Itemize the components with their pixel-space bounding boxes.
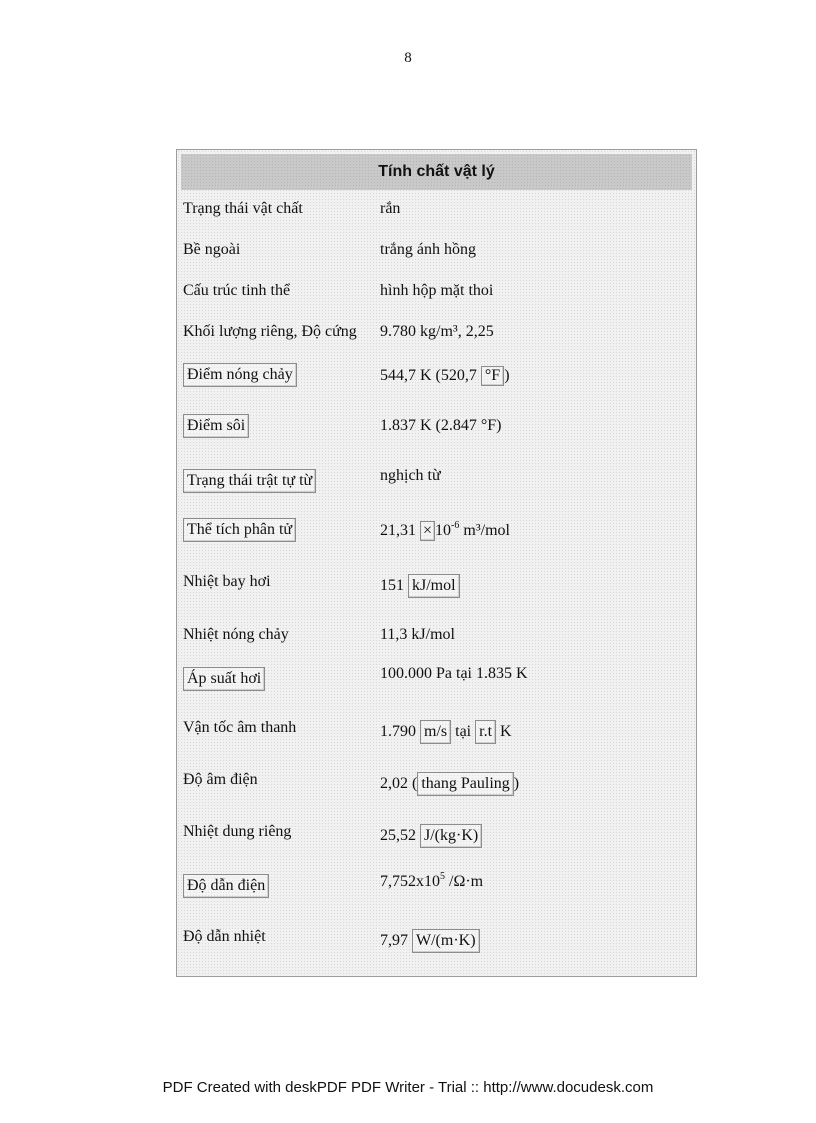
boiling-point-link[interactable]: Điểm sôi	[183, 414, 249, 438]
row-value	[380, 870, 483, 894]
table-row	[177, 363, 698, 397]
m-s-link[interactable]: m/s	[420, 720, 451, 744]
molar-volume-link[interactable]: Thể tích phân tử	[183, 518, 296, 542]
table-row	[177, 925, 698, 959]
row-value: 9.780 kg/m³, 2,25	[380, 323, 494, 340]
value-text: 7,752x10	[380, 873, 440, 890]
fahrenheit-link[interactable]: °F	[481, 366, 504, 386]
room-temperature-link[interactable]: r.t	[475, 720, 496, 744]
value-text: 21,31	[380, 522, 420, 539]
value-text: 1.790	[380, 723, 420, 740]
row-value	[380, 717, 512, 747]
row-value: 1.837 K (2.847 °F)	[380, 417, 502, 434]
value-text: 10	[435, 522, 452, 539]
table-row	[177, 320, 698, 354]
magnetic-ordering-link[interactable]: Trạng thái trật tự từ	[183, 469, 316, 493]
table-row	[177, 197, 698, 231]
row-value: 11,3 kJ/mol	[380, 626, 455, 643]
pauling-scale-link[interactable]: thang Pauling	[417, 772, 513, 796]
table-title: Tính chất vật lý	[181, 154, 692, 190]
table-row	[177, 570, 698, 604]
table-row	[177, 716, 698, 750]
exponent: 5	[440, 871, 445, 882]
row-label: Độ âm điện	[183, 771, 258, 788]
row-value	[380, 769, 519, 799]
row-label: Bề ngoài	[183, 241, 241, 258]
table-row	[177, 820, 698, 854]
exponent: -6	[451, 520, 460, 531]
row-label: Nhiệt nóng chảy	[183, 626, 289, 643]
table-row	[177, 414, 698, 448]
value-text: )	[513, 775, 520, 792]
row-label: Nhiệt dung riêng	[183, 823, 292, 840]
table-row	[177, 623, 698, 657]
specific-heat-unit-link[interactable]: J/(kg·K)	[420, 824, 482, 848]
row-label: Cấu trúc tinh thể	[183, 282, 291, 299]
value-text: )	[504, 367, 510, 384]
row-label: Khối lượng riêng, Độ cứng	[183, 323, 357, 340]
page-number: 8	[404, 50, 412, 66]
table-row	[177, 467, 698, 501]
table-row	[177, 238, 698, 272]
electrical-conductivity-link[interactable]: Độ dẫn điện	[183, 874, 269, 898]
row-label: Nhiệt bay hơi	[183, 573, 271, 590]
row-value: trắng ánh hồng	[380, 241, 476, 258]
table-row	[177, 518, 698, 552]
row-value: 100.000 Pa tại 1.835 K	[380, 665, 528, 682]
table-row	[177, 665, 698, 699]
value-text: /Ω·m	[445, 873, 484, 890]
row-value	[380, 363, 510, 389]
value-text: 151	[380, 577, 408, 594]
row-value: nghịch từ	[380, 467, 441, 484]
table-row	[177, 279, 698, 313]
pdf-creator-footer: PDF Created with deskPDF PDF Writer - Trial :: http://www.docudesk.com	[162, 1079, 654, 1096]
row-label: Độ dẫn nhiệt	[183, 928, 266, 945]
value-text: 2,02 (	[380, 775, 418, 792]
thermal-conductivity-unit-link[interactable]: W/(m·K)	[412, 929, 480, 953]
row-value	[380, 821, 482, 851]
value-text: tại	[451, 723, 476, 740]
value-text: 25,52	[380, 827, 420, 844]
row-value	[380, 926, 480, 956]
row-value	[380, 571, 460, 601]
row-value: rắn	[380, 200, 401, 217]
value-text: 544,7 K (520,7	[380, 367, 481, 384]
value-text: K	[496, 723, 512, 740]
table-row	[177, 768, 698, 802]
row-value	[380, 518, 510, 544]
multiply-link[interactable]: ×	[420, 521, 435, 541]
table-row	[177, 873, 698, 907]
row-value: hình hộp mặt thoi	[380, 282, 494, 299]
value-text: m³/mol	[459, 522, 510, 539]
row-label: Vận tốc âm thanh	[183, 719, 297, 736]
kj-mol-link[interactable]: kJ/mol	[408, 574, 460, 598]
vapor-pressure-link[interactable]: Áp suất hơi	[183, 667, 265, 691]
physical-properties-table	[176, 149, 697, 977]
melting-point-link[interactable]: Điểm nóng chảy	[183, 363, 297, 387]
value-text: 7,97	[380, 932, 412, 949]
row-label: Trạng thái vật chất	[183, 200, 303, 217]
